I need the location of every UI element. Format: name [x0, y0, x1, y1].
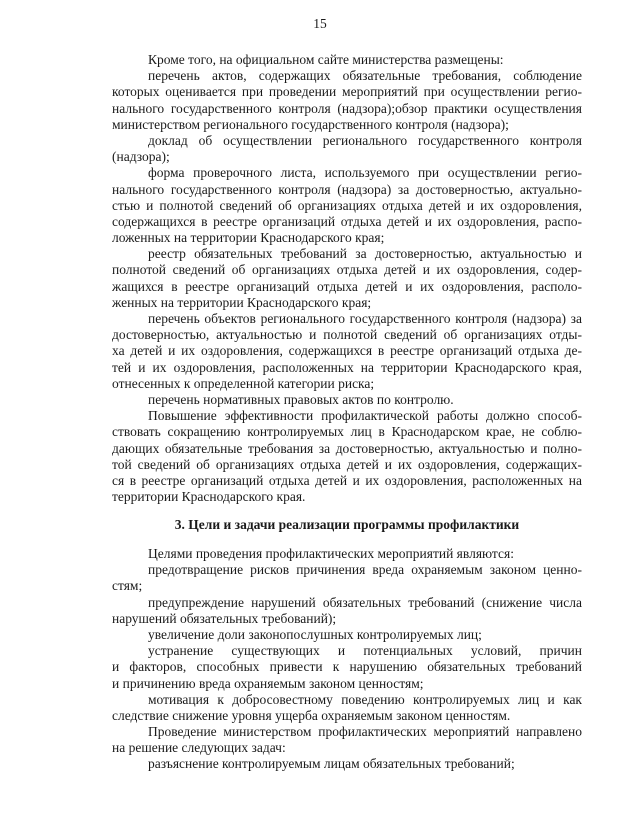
text-line: ствовать сокращению контролируемых лиц в Краснодарском крае, не соблю- [112, 424, 582, 440]
text-line: ха детей и их оздоровления, содержащихся в реестре организаций отдыха де- [112, 343, 582, 359]
text-line: нарушений обязательных требований); [112, 610, 337, 626]
text-line: нального государственного контроля (надзора);обзор практики осуществления [112, 100, 582, 116]
text-line: на решение следующих задач: [112, 740, 286, 756]
text-line: той сведений об организациях отдыха детей и их оздоровления, содержащих- [112, 456, 582, 472]
text-line: жащихся в реестре организаций отдыха детей и их оздоровления, располо- [112, 278, 582, 294]
text-line: форма проверочного листа, используемого при осуществлении регио- [148, 165, 582, 181]
page-number: 15 [313, 16, 327, 31]
text-line: и факторов, способных привести к нарушению обязательных требований [112, 659, 582, 675]
goals-body-text [112, 546, 582, 773]
text-line: ся в реестре организаций отдыха детей и их оздоровления, расположенных на [112, 472, 582, 488]
section-body-text [112, 52, 582, 505]
text-line: предупреждение нарушений обязательных требований (снижение числа [148, 594, 582, 610]
text-line: достоверностью, актуальностью и полнотой сведений об организациях отды- [112, 327, 582, 343]
text-line: Повышение эффективности профилактической работы должно способ- [148, 408, 582, 424]
text-line: которых оценивается при проведении мероприятий при осуществлении регио- [112, 84, 582, 100]
text-line: нального государственного контроля (надзора) за достоверностью, актуально- [112, 181, 582, 197]
text-line: стям; [112, 578, 143, 594]
text-line: ложенных на территории Краснодарского края; [112, 230, 385, 246]
text-line: содержащихся в реестре организаций отдыха детей и их оздоровления, распо- [112, 213, 582, 229]
text-line: предотвращение рисков причинения вреда охраняемым законом ценно- [148, 562, 582, 578]
text-line: перечень актов, содержащих обязательные требования, соблюдение [148, 68, 582, 84]
text-line: Проведение министерством профилактических мероприятий направлено [148, 724, 582, 740]
text-line: территории Краснодарского края. [112, 489, 306, 505]
text-line: министерством регионального государственного контроля (надзора); [112, 116, 509, 132]
text-line: отнесенных к определенной категории риска; [112, 375, 375, 391]
text-line: стью и полнотой сведений об организациях отдыха детей и их оздоровления, [112, 197, 582, 213]
text-line: перечень нормативных правовых актов по контролю. [148, 391, 454, 407]
text-line: женных на территории Краснодарского края; [112, 294, 372, 310]
text-line: (надзора); [112, 149, 170, 165]
text-line: Кроме того, на официальном сайте министерства размещены: [148, 52, 504, 67]
section-heading: 3. Цели и задачи реализации программы профилактики [174, 517, 520, 532]
text-line: следствие снижение уровня ущерба охраняемым законом ценностям. [112, 707, 511, 723]
text-line: Целями проведения профилактических мероприятий являются: [148, 546, 514, 561]
text-line: доклад об осуществлении регионального государственного контроля [148, 132, 582, 148]
text-line: полнотой сведений об организациях отдыха детей и их оздоровления, содер- [112, 262, 582, 278]
text-line: и причинению вреда охраняемым законом ценностям; [112, 675, 424, 691]
text-line: устранение существующих и потенциальных условий, причин [148, 643, 582, 659]
text-line: увеличение доли законопослушных контролируемых лиц; [148, 626, 482, 642]
text-line: тей и их оздоровления, расположенных на территории Краснодарского края, [112, 359, 582, 375]
text-line: мотивация к добросовестному поведению контролируемых лиц и как [148, 691, 582, 707]
text-line: перечень объектов регионального государственного контроля (надзора) за [148, 311, 582, 326]
text-line: разъяснение контролируемым лицам обязательных требований; [148, 756, 515, 772]
text-line: реестр обязательных требований за достоверностью, актуальностью и [148, 246, 582, 262]
text-line: дающих обязательные требования за достоверностью, актуальностью и полно- [112, 440, 582, 456]
